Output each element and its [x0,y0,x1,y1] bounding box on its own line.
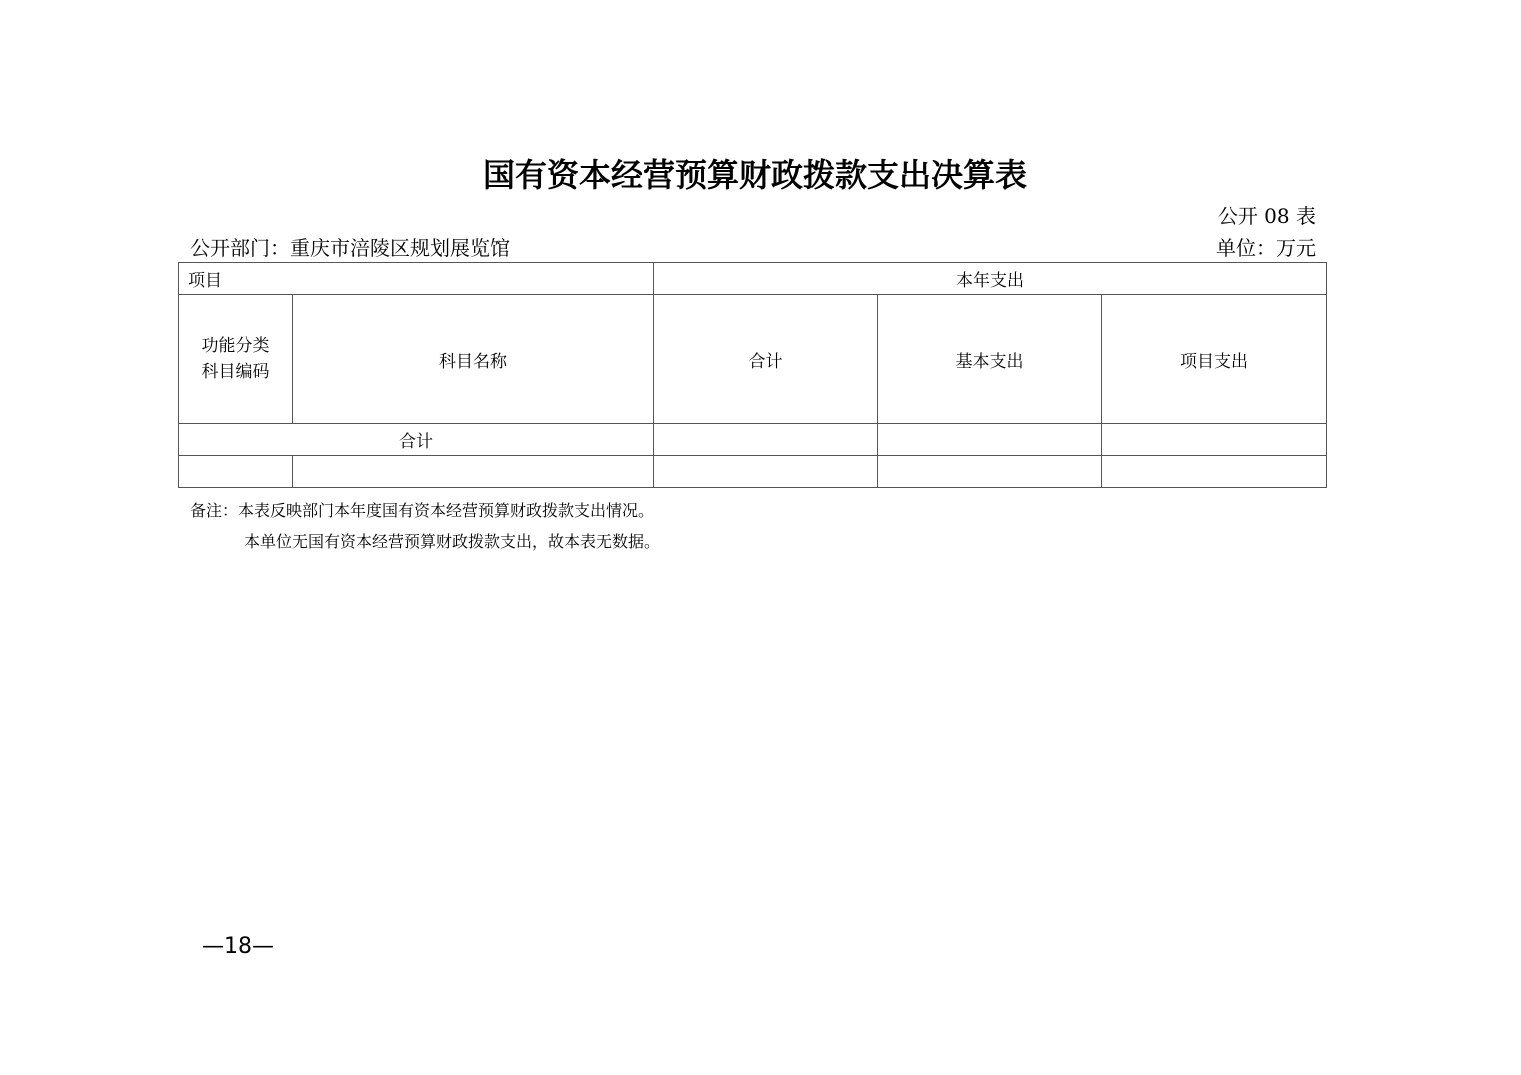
header-project: 项目 [179,263,654,295]
department-label: 公开部门：重庆市涪陵区规划展览馆 [190,236,510,260]
total-row-label: 合计 [179,424,654,456]
code-cell [179,456,293,488]
table-header-row-2 [179,295,1327,424]
header-code [179,295,293,424]
expenditure-table [178,262,1327,488]
header-name: 科目名称 [293,295,654,424]
table-total-row [179,424,1327,456]
table-row [179,456,1327,488]
header-code-line2: 科目编码 [201,362,270,382]
table-header-row-1 [179,263,1327,295]
header-total: 合计 [654,295,878,424]
basic-cell [878,424,1102,456]
name-cell [293,456,654,488]
page-title: 国有资本经营预算财政拨款支出决算表 [482,156,1027,194]
project-cell [1102,424,1327,456]
total-cell [654,456,878,488]
header-project-expense: 项目支出 [1102,295,1327,424]
page-number: —18— [202,934,274,959]
basic-cell [878,456,1102,488]
notes [190,495,660,557]
form-code: 公开 08 表 [1217,204,1316,228]
note-line-1: 备注：本表反映部门本年度国有资本经营预算财政拨款支出情况。 [190,501,655,520]
note-line-2: 本单位无国有资本经营预算财政拨款支出，故本表无数据。 [244,532,661,551]
header-current-year: 本年支出 [654,263,1327,295]
header-basic: 基本支出 [878,295,1102,424]
header-code-line1: 功能分类 [201,336,270,356]
project-cell [1102,456,1327,488]
unit-label: 单位：万元 [1216,236,1316,260]
total-cell [654,424,878,456]
